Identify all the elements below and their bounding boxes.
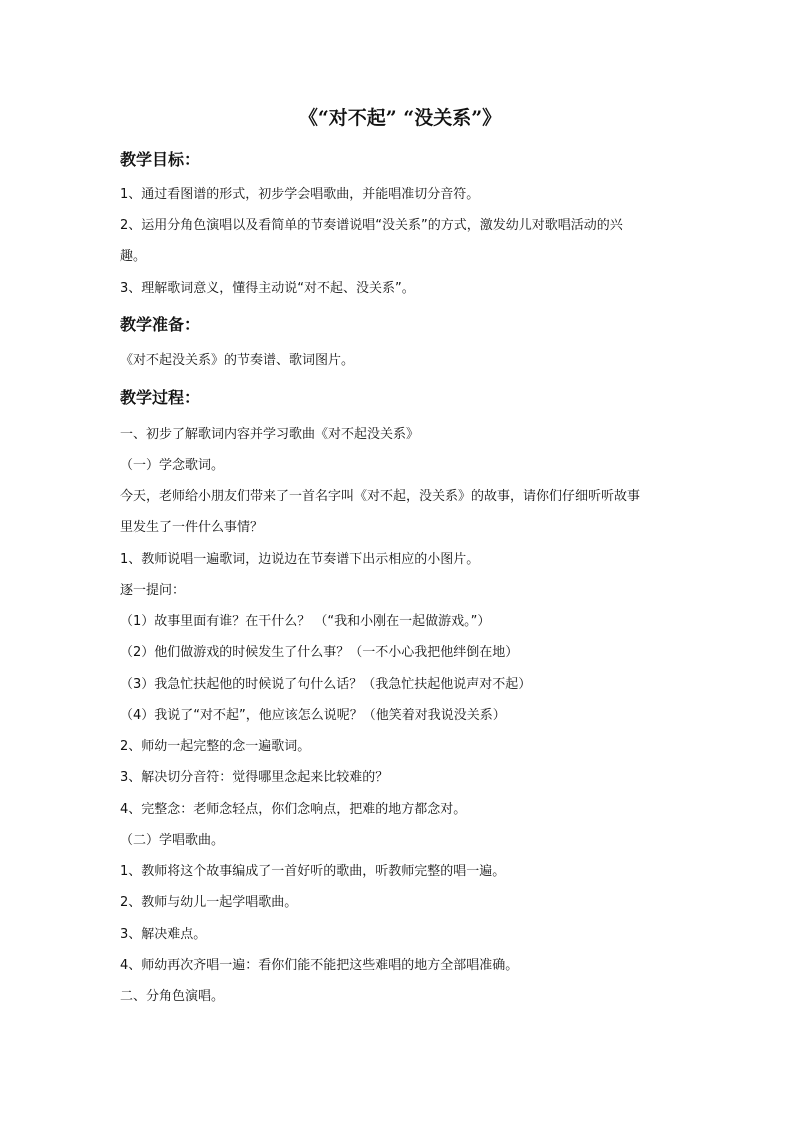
process-line-11: 2、师幼一起完整的念一遍歌词。 [120,739,311,754]
process-line-1: 一、初步了解歌词内容并学习歌曲《对不起没关系》 [120,427,420,442]
process-line-16: 2、教师与幼儿一起学唱歌曲。 [120,895,298,910]
goal-item-2: 2、运用分角色演唱以及看简单的节奏谱说唱“没关系”的方式，激发幼儿对歌唱活动的兴 [120,218,623,233]
process-line-14: （二）学唱歌曲。 [120,833,225,848]
process-line-5: 1、教师说唱一遍歌词，边说边在节奏谱下出示相应的小图片。 [120,552,480,567]
section-heading-process: 教学过程： [120,388,201,407]
goal-item-1: 1、通过看图谱的形式，初步学会唱歌曲，并能唱准切分音符。 [120,187,480,202]
document-page [120,0,680,1123]
process-line-10: （4）我说了“对不起”，他应该怎么说呢？（他笑着对我说没关系） [120,708,506,723]
section-heading-goals: 教学目标： [120,150,201,169]
process-line-6: 逐一提问： [120,583,186,598]
process-line-15: 1、教师将这个故事编成了一首好听的歌曲，听教师完整的唱一遍。 [120,864,506,879]
process-line-18: 4、师幼再次齐唱一遍：看你们能不能把这些难唱的地方全部唱准确。 [120,958,519,973]
process-line-13: 4、完整念：老师念轻点，你们念响点，把难的地方都念对。 [120,802,467,817]
goal-item-3: 3、理解歌词意义，懂得主动说“对不起、没关系”。 [120,281,415,296]
section-heading-prep: 教学准备： [120,315,201,334]
process-line-2: （一）学念歌词。 [120,458,225,473]
document-title: 《“对不起” “没关系”》 [298,107,502,129]
process-line-3: 今天，老师给小朋友们带来了一首名字叫《对不起，没关系》的故事，请你们仔细听听故事 [120,489,641,504]
process-line-7: （1）故事里面有谁？在干什么？ （“我和小刚在一起做游戏。”） [120,614,491,629]
prep-item-1: 《对不起没关系》的节奏谱、歌词图片。 [120,353,355,368]
process-line-19: 二、分角色演唱。 [120,989,225,1004]
process-line-17: 3、解决难点。 [120,927,207,942]
process-line-9: （3）我急忙扶起他的时候说了句什么话？（我急忙扶起他说声对不起） [120,677,532,692]
process-line-4: 里发生了一件什么事情？ [120,520,264,535]
process-line-8: （2）他们做游戏的时候发生了什么事？（一不小心我把他绊倒在地） [120,645,519,660]
goal-item-2-continued: 趣。 [120,249,147,264]
process-line-12: 3、解决切分音符：觉得哪里念起来比较难的？ [120,770,389,785]
